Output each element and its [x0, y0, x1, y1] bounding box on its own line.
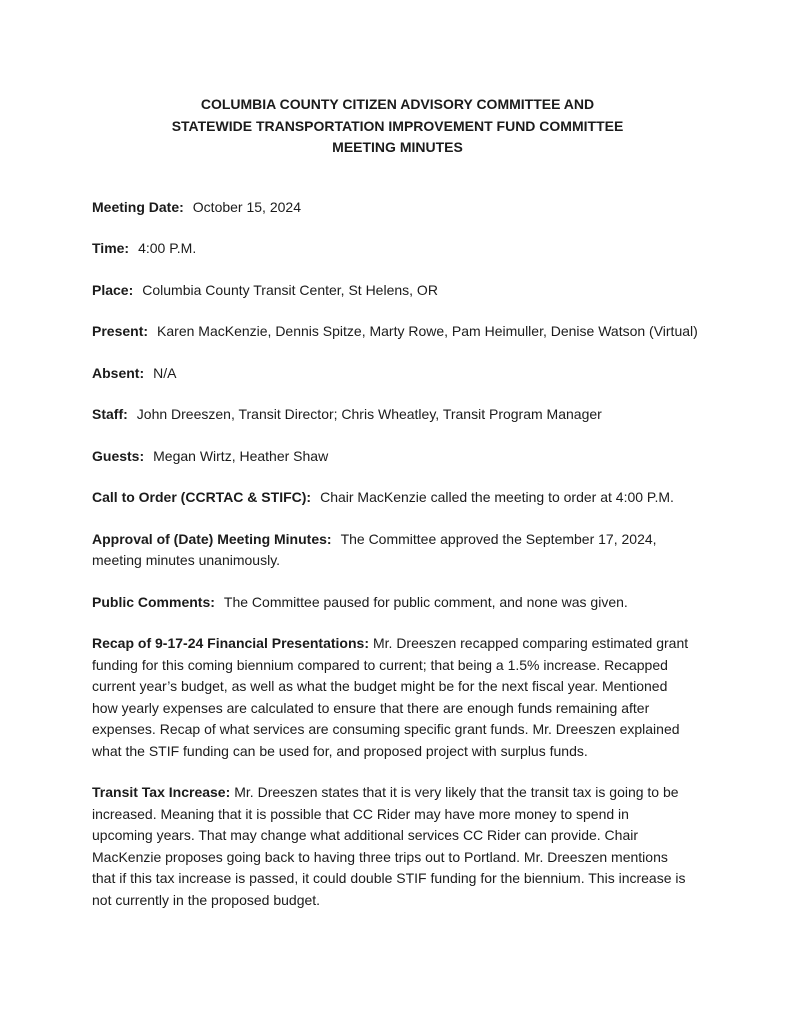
field-guests-value: Megan Wirtz, Heather Shaw: [153, 447, 329, 464]
section-financial-recap-text: what the STIF funding can be used for, and proposed project with surplus funds.: [92, 742, 588, 759]
field-staff: [92, 404, 703, 426]
field-present: [92, 321, 703, 343]
section-approval-minutes-text: The Committee approved the September 17, 2024,: [340, 530, 657, 547]
field-present-value: Karen MacKenzie, Dennis Spitze, Marty Rowe, Pam Heimuller, Denise Watson (Virtual): [157, 323, 698, 339]
field-place: [92, 280, 703, 302]
section-transit-tax-increase: [92, 782, 703, 911]
field-meeting-date-label: Meeting Date:: [92, 198, 184, 215]
title-line-3: MEETING MINUTES: [332, 139, 463, 155]
section-financial-recap-text: expenses. Recap of what services are consuming specific grant funds. Mr. Dreeszen explained: [92, 721, 680, 737]
section-call-to-order: [92, 487, 703, 509]
section-approval-minutes: [92, 529, 703, 572]
document-title: [92, 94, 703, 159]
section-transit-tax-increase-text: Mr. Dreeszen states that it is very likely that the transit tax is going to be: [234, 784, 679, 800]
section-transit-tax-increase-text: that if this tax increase is passed, it could double STIF funding for the biennium. This increase is: [92, 870, 686, 886]
section-public-comments: [92, 592, 703, 614]
section-financial-recap-text: Mr. Dreeszen recapped comparing estimated grant: [372, 635, 689, 651]
field-guests-label: Guests:: [92, 447, 145, 464]
section-financial-recap-text: funding for this coming biennium compared to current; that being a 1.5% increase. Recapped: [92, 656, 668, 673]
section-call-to-order-text: Chair MacKenzie called the meeting to order at 4:00 P.M.: [320, 489, 674, 505]
title-line-2: STATEWIDE TRANSPORTATION IMPROVEMENT FUND COMMITTEE: [171, 117, 624, 134]
section-call-to-order-label: Call to Order (CCRTAC & STIFC):: [92, 489, 312, 505]
field-absent-value: N/A: [153, 364, 177, 381]
field-time: [92, 238, 703, 260]
section-transit-tax-increase-text: increased. Meaning that it is possible that CC Rider may have more money to spend in: [92, 805, 629, 822]
field-meeting-date-value: October 15, 2024: [192, 198, 301, 215]
section-approval-minutes-text: meeting minutes unanimously.: [92, 552, 281, 568]
section-transit-tax-increase-text: not currently in the proposed budget.: [92, 891, 321, 908]
section-public-comments-text: The Committee paused for public comment, and none was given.: [223, 593, 628, 610]
section-financial-recap-text: current year’s budget, as well as what the budget might be for the next fiscal year. Mentioned: [92, 678, 668, 694]
field-meeting-date: [92, 197, 703, 219]
field-guests: [92, 446, 703, 468]
section-financial-recap: [92, 633, 703, 762]
field-absent: [92, 363, 703, 385]
field-staff-value: John Dreeszen, Transit Director; Chris Wheatley, Transit Program Manager: [136, 406, 602, 422]
field-time-value: 4:00 P.M.: [138, 240, 197, 256]
field-present-label: Present:: [92, 323, 149, 339]
section-financial-recap-text: how yearly expenses are calculated to ensure that there are enough funds remaining after: [92, 699, 650, 716]
field-place-value: Columbia County Transit Center, St Helens, OR: [142, 281, 438, 298]
section-approval-minutes-label: Approval of (Date) Meeting Minutes:: [92, 530, 332, 547]
section-transit-tax-increase-text: MacKenzie proposes going back to having three trips out to Portland. Mr. Dreeszen mentions: [92, 848, 668, 865]
field-place-label: Place:: [92, 281, 134, 298]
field-staff-label: Staff:: [92, 406, 128, 422]
title-line-1: COLUMBIA COUNTY CITIZEN ADVISORY COMMITTEE AND: [200, 96, 595, 112]
field-time-label: Time:: [92, 240, 130, 256]
section-transit-tax-increase-label: Transit Tax Increase:: [92, 784, 231, 800]
section-public-comments-label: Public Comments:: [92, 593, 215, 610]
section-financial-recap-label: Recap of 9-17-24 Financial Presentations:: [92, 635, 369, 651]
field-absent-label: Absent:: [92, 364, 145, 381]
section-transit-tax-increase-text: upcoming years. That may change what additional services CC Rider can provide. Chair: [92, 827, 639, 843]
